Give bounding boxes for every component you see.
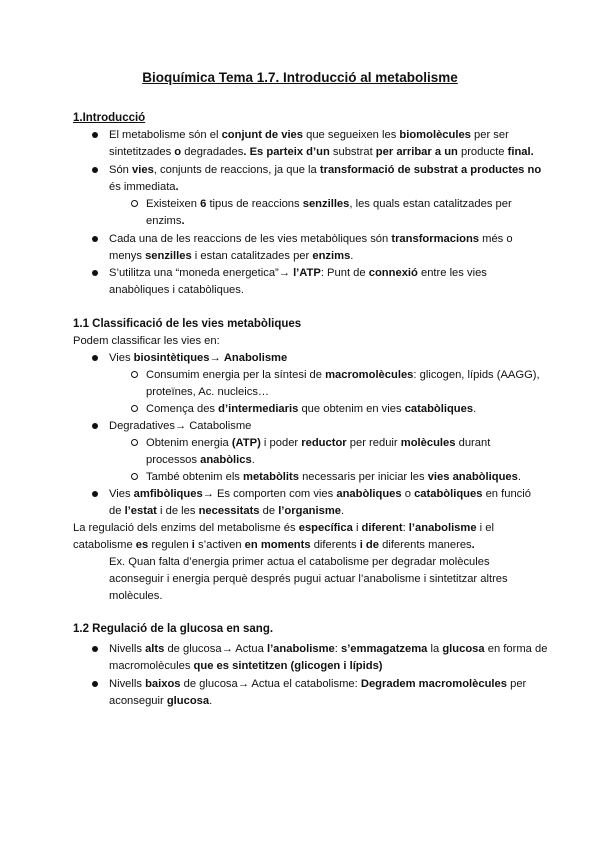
bold-term: 6 bbox=[200, 198, 207, 210]
line bbox=[146, 452, 255, 469]
bold-term: l’anabolisme bbox=[408, 522, 477, 534]
text-run: També obtenim els bbox=[146, 471, 244, 483]
text-run: i bbox=[352, 522, 362, 534]
bold-term: glucosa bbox=[166, 695, 210, 707]
bullet-dot bbox=[92, 236, 98, 242]
text-run: o bbox=[401, 488, 415, 500]
line bbox=[109, 658, 383, 675]
text-run: Nivells bbox=[109, 678, 146, 690]
text-run: macromolècules bbox=[109, 660, 191, 672]
sub-bullet-circle bbox=[131, 439, 138, 446]
bold-term: l’anabolisme bbox=[266, 643, 335, 655]
line bbox=[109, 179, 179, 196]
text-run: per reduir bbox=[346, 437, 401, 449]
text-run: en funció bbox=[482, 488, 531, 500]
line bbox=[109, 418, 251, 435]
bold-term: transformacions bbox=[391, 233, 480, 245]
example-text: aconseguir i energia perquè després pugui actuar l’anabolisme i sintetitzar altres bbox=[109, 573, 508, 585]
line bbox=[73, 520, 494, 537]
text-run: tipus de reaccions bbox=[206, 198, 303, 210]
text-run: . bbox=[251, 454, 255, 466]
text-run: catabolisme bbox=[73, 539, 133, 551]
bullet-dot bbox=[92, 491, 98, 497]
bold-term: reductor bbox=[301, 437, 347, 449]
sub-bullet-circle bbox=[131, 200, 138, 207]
bullet-dot bbox=[92, 132, 98, 138]
sub-bullet-circle bbox=[131, 371, 138, 378]
line bbox=[146, 367, 540, 384]
text-run: diferents maneres bbox=[382, 539, 472, 551]
line bbox=[109, 486, 531, 503]
text-run: i el bbox=[476, 522, 494, 534]
text-run: . bbox=[341, 505, 345, 517]
text-run: entre les vies bbox=[417, 267, 487, 279]
bold-term: → bbox=[174, 420, 190, 432]
bold-term: . bbox=[175, 181, 179, 193]
text-run: que obtenim en vies bbox=[298, 403, 405, 415]
bold-term: connexió bbox=[368, 267, 418, 279]
line bbox=[146, 401, 476, 418]
bold-term: l’organisme bbox=[278, 505, 341, 517]
text-run: El metabolisme són el bbox=[109, 129, 222, 141]
line bbox=[109, 282, 244, 299]
text-run: aconseguir bbox=[109, 695, 167, 707]
bold-term: biomolècules bbox=[399, 129, 471, 141]
text-run: processos bbox=[146, 454, 201, 466]
bold-term: transformació de substrat a productes no bbox=[319, 164, 542, 176]
text-run: s’activen bbox=[198, 539, 242, 551]
bold-term: macromolècules bbox=[325, 369, 414, 381]
bold-term: final. bbox=[504, 146, 534, 158]
bold-term: baixos bbox=[145, 678, 181, 690]
bold-term: catabòliques bbox=[404, 403, 474, 415]
line bbox=[73, 537, 475, 554]
text-run: Comença des bbox=[146, 403, 219, 415]
line bbox=[109, 162, 541, 179]
text-run: i estan catalitzades per bbox=[191, 250, 313, 262]
section-heading-introduccio: 1.Introducció bbox=[73, 112, 146, 124]
bold-term: per arribar a un bbox=[372, 146, 461, 158]
text-run: . bbox=[517, 471, 521, 483]
bold-term: conjunt de vies bbox=[221, 129, 303, 141]
text-run: Nivells bbox=[109, 643, 146, 655]
bold-term: vies bbox=[132, 164, 154, 176]
bold-term: i bbox=[188, 539, 199, 551]
bold-term: s’emmagatzema bbox=[340, 643, 428, 655]
bold-term: alts bbox=[145, 643, 165, 655]
bold-term: . bbox=[471, 539, 475, 551]
text-run: Catabolisme bbox=[189, 420, 252, 432]
bold-term: diferent bbox=[361, 522, 403, 534]
text-run: en forma de bbox=[484, 643, 548, 655]
text-run: Existeixen bbox=[146, 198, 201, 210]
bold-term: i de bbox=[356, 539, 383, 551]
text-run: de bbox=[259, 505, 279, 517]
bold-term: l’estat bbox=[124, 505, 157, 517]
bold-term: vies anabòliques bbox=[427, 471, 518, 483]
text-run: . bbox=[209, 695, 213, 707]
line bbox=[146, 469, 521, 486]
bullet-dot bbox=[92, 423, 98, 429]
bold-term: amfibòliques bbox=[133, 488, 203, 500]
text-run: → bbox=[209, 352, 224, 364]
text-run: necessaris per iniciar les bbox=[298, 471, 428, 483]
text-run: i poder bbox=[260, 437, 302, 449]
text-run: . bbox=[350, 250, 354, 262]
bold-term: molècules bbox=[400, 437, 456, 449]
bullet-dot bbox=[92, 355, 98, 361]
bold-term: necessitats bbox=[198, 505, 260, 517]
bold-term: . Es parteix d’un bbox=[243, 146, 333, 158]
text-run: Vies bbox=[109, 352, 134, 364]
text-run: anabòliques i catabòliques. bbox=[109, 284, 244, 296]
sub-bullet-circle bbox=[131, 473, 138, 480]
intro-text: Podem classificar les vies en: bbox=[73, 335, 220, 347]
line bbox=[146, 435, 490, 452]
bold-term: . bbox=[181, 215, 185, 227]
text-run: : glicogen, lípids (AAGG), bbox=[413, 369, 540, 381]
text-run: diferents bbox=[313, 539, 357, 551]
bold-term: l’ATP bbox=[293, 267, 321, 279]
text-run: : bbox=[334, 643, 341, 655]
bold-term: anabòliques bbox=[336, 488, 402, 500]
text-run: Són bbox=[109, 164, 133, 176]
text-run: Consumim energia per la síntesi de bbox=[146, 369, 326, 381]
bold-term: específica bbox=[298, 522, 353, 534]
line bbox=[146, 196, 512, 213]
text-run: degradades bbox=[184, 146, 244, 158]
text-run: és immediata bbox=[109, 181, 176, 193]
bold-term: senzilles bbox=[302, 198, 350, 210]
document-title: Bioquímica Tema 1.7. Introducció al metabolisme bbox=[142, 70, 458, 85]
text-run: Cada una de les reaccions de les vies metabòliques són bbox=[109, 233, 392, 245]
text-run: regulen bbox=[151, 539, 189, 551]
text-run: La regulació dels enzims del metabolisme és bbox=[73, 522, 299, 534]
text-run: Degradatives bbox=[109, 420, 175, 432]
bold-term: metabòlits bbox=[243, 471, 299, 483]
bold-term: biosintètiques bbox=[133, 352, 210, 364]
text-run: : bbox=[402, 522, 409, 534]
bullet-dot bbox=[92, 167, 98, 173]
section-heading-classificacio: 1.1 Classificació de les vies metabòliques bbox=[73, 318, 302, 330]
example-text: molècules. bbox=[109, 590, 163, 602]
section-heading-glucosa: 1.2 Regulació de la glucosa en sang. bbox=[73, 623, 274, 635]
text-run: proteïnes, Ac. nucleics… bbox=[146, 386, 270, 398]
example-text: Ex. Quan falta d’energia primer actua el catabolisme per degradar molècules bbox=[109, 556, 490, 568]
bold-term: anabòlics bbox=[200, 454, 252, 466]
line bbox=[109, 144, 534, 161]
text-run: la bbox=[427, 643, 443, 655]
line bbox=[109, 248, 353, 265]
bold-term: catabòliques bbox=[414, 488, 483, 500]
text-run: : Punt de bbox=[320, 267, 369, 279]
text-run: enzims bbox=[146, 215, 182, 227]
text-run: per ser bbox=[470, 129, 509, 141]
line bbox=[109, 693, 212, 710]
text-run: durant bbox=[455, 437, 491, 449]
bold-term: (ATP) bbox=[231, 437, 261, 449]
bold-term: Degradem macromolècules bbox=[360, 678, 507, 690]
text-run: per bbox=[506, 678, 527, 690]
text-run: sintetitzades bbox=[109, 146, 172, 158]
text-run: de bbox=[109, 505, 125, 517]
text-run: → Es comporten com vies bbox=[202, 488, 337, 500]
text-run: substrat bbox=[332, 146, 373, 158]
sub-bullet-circle bbox=[131, 405, 138, 412]
text-run: . bbox=[473, 403, 477, 415]
bullet-dot bbox=[92, 646, 98, 652]
bold-term: Anabolisme bbox=[223, 352, 288, 364]
text-run: S’utilitza una “moneda energetica”→ bbox=[109, 267, 294, 279]
line bbox=[109, 265, 487, 282]
bold-term: enzims bbox=[312, 250, 351, 262]
bold-term: que es sintetitzen (glicogen i lípids) bbox=[190, 660, 383, 672]
text-run: que segueixen les bbox=[303, 129, 400, 141]
line bbox=[146, 384, 269, 401]
line bbox=[109, 350, 287, 367]
line bbox=[109, 231, 513, 248]
line bbox=[109, 503, 344, 520]
line bbox=[109, 676, 526, 693]
text-run: Vies bbox=[109, 488, 134, 500]
text-run: producte bbox=[460, 146, 505, 158]
text-run: , les quals estan catalitzades per bbox=[349, 198, 512, 210]
bullet-dot bbox=[92, 681, 98, 687]
line bbox=[109, 641, 547, 658]
line bbox=[109, 127, 509, 144]
bold-term: en moments bbox=[241, 539, 314, 551]
text-run: i de les bbox=[156, 505, 199, 517]
text-run: Obtenim energia bbox=[146, 437, 232, 449]
line bbox=[146, 213, 185, 230]
text-run: menys bbox=[109, 250, 146, 262]
text-run: de glucosa→ Actua el catabolisme: bbox=[180, 678, 361, 690]
bold-term: senzilles bbox=[145, 250, 192, 262]
bold-term: o bbox=[171, 146, 185, 158]
text-run: de glucosa→ Actua bbox=[164, 643, 267, 655]
text-run: més o bbox=[479, 233, 513, 245]
bullet-dot bbox=[92, 270, 98, 276]
text-run: , conjunts de reaccions, ja que la bbox=[153, 164, 320, 176]
bold-term: glucosa bbox=[442, 643, 485, 655]
bold-term: d’intermediaris bbox=[218, 403, 299, 415]
bold-term: es bbox=[132, 539, 152, 551]
